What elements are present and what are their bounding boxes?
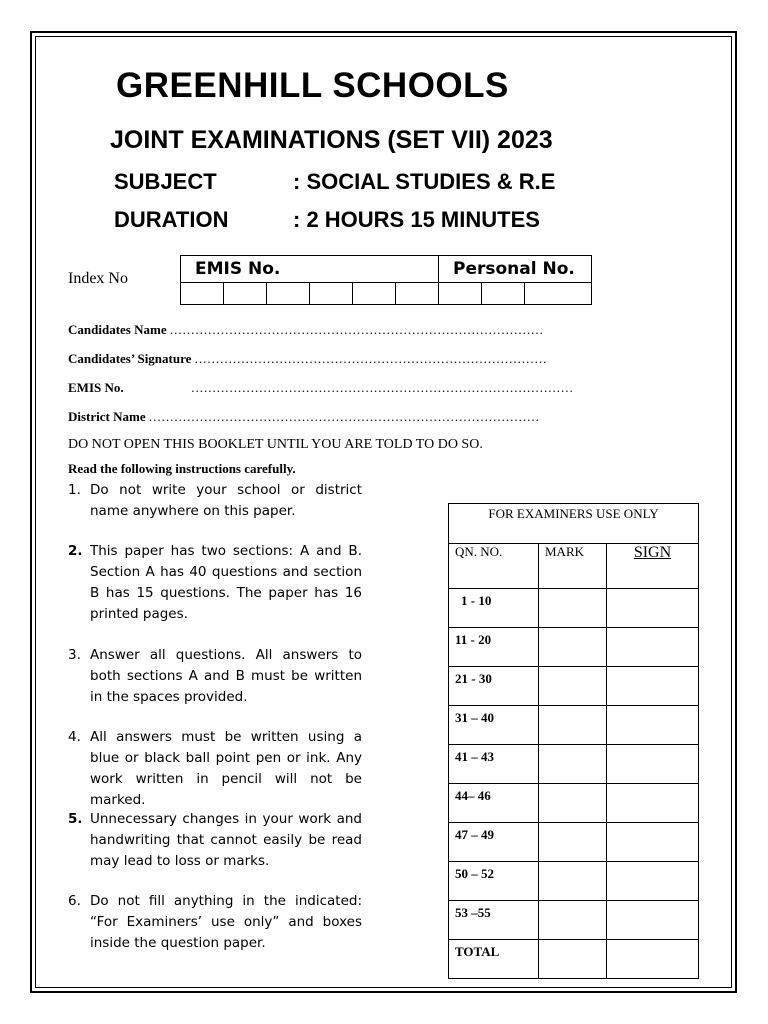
table-row-qn: 53 –55 [449, 901, 539, 940]
table-row-qn: 44– 46 [449, 784, 539, 823]
emis-digit-box[interactable] [310, 283, 353, 305]
sign-cell [607, 940, 699, 979]
mark-cell [539, 862, 607, 901]
sign-cell [607, 706, 699, 745]
district-name-label: District Name [68, 409, 146, 424]
examiners-table-caption: FOR EXAMINERS USE ONLY [449, 504, 699, 544]
instruction-number: 2. [68, 543, 83, 559]
personal-digit-box[interactable] [482, 283, 525, 305]
candidate-signature-label: Candidates’ Signature [68, 351, 192, 366]
index-no-label: Index No [68, 270, 128, 287]
candidate-name-line: ........................................................................................ [169, 322, 544, 337]
read-instructions-heading: Read the following instructions carefully. [68, 461, 296, 476]
emis-label: EMIS No. [68, 380, 124, 395]
instruction-2 [68, 541, 362, 625]
mark-cell [539, 628, 607, 667]
mark-cell [539, 901, 607, 940]
sign-cell [607, 628, 699, 667]
sign-cell [607, 823, 699, 862]
emis-digit-box[interactable] [224, 283, 267, 305]
instruction-text: Unnecessary changes in your work and handwriting that cannot easily be read may lead to loss or marks. [90, 811, 362, 869]
subject-label: SUBJECT [114, 169, 217, 194]
booklet-warning: DO NOT OPEN THIS BOOKLET UNTIL YOU ARE TOLD TO DO SO. [68, 437, 483, 452]
emis-digit-box[interactable] [353, 283, 396, 305]
sign-cell [607, 862, 699, 901]
instruction-text: Answer all questions. All answers to both sections A and B must be written in the spaces provided. [90, 647, 362, 705]
instruction-text: Do not fill anything in the indicated: “For Examiners’ use only” and boxes inside the question paper. [90, 893, 362, 951]
candidate-name-field[interactable] [68, 322, 544, 338]
personal-digit-box[interactable] [439, 283, 482, 305]
mark-cell [539, 667, 607, 706]
emis-header: EMIS No. [181, 256, 439, 283]
column-header-qn: QN. NO. [449, 544, 539, 589]
column-header-sign: SIGN [607, 544, 699, 589]
examiners-use-table [448, 503, 699, 979]
emis-digit-box[interactable] [181, 283, 224, 305]
sign-cell [607, 745, 699, 784]
emis-line: .......................................................................................... [191, 380, 574, 395]
instruction-6 [68, 891, 362, 954]
instruction-number: 6. [68, 893, 81, 909]
instruction-number: 1. [68, 482, 81, 498]
table-row-qn: 47 – 49 [449, 823, 539, 862]
personal-header: Personal No. [439, 256, 592, 283]
instruction-text: All answers must be written using a blue or black ball point pen or ink. Any work written in pencil will not be marked. [90, 729, 362, 808]
emis-field[interactable] [68, 380, 574, 396]
duration-label: DURATION [114, 207, 229, 232]
district-name-field[interactable] [68, 409, 540, 425]
exam-title: JOINT EXAMINATIONS (SET VII) 2023 [110, 126, 553, 154]
table-row-qn: 31 – 40 [449, 706, 539, 745]
table-row-qn: 41 – 43 [449, 745, 539, 784]
candidate-name-label: Candidates Name [68, 322, 167, 337]
sign-cell [607, 667, 699, 706]
sign-cell [607, 901, 699, 940]
column-header-mark: MARK [539, 544, 607, 589]
instruction-number: 4. [68, 729, 81, 745]
instruction-4 [68, 727, 362, 811]
school-name: GREENHILL SCHOOLS [116, 66, 509, 105]
district-name-line: ............................................................................................ [148, 409, 540, 424]
emis-digit-box[interactable] [396, 283, 439, 305]
table-row-qn: 50 – 52 [449, 862, 539, 901]
instruction-1 [68, 480, 362, 522]
instruction-number: 3. [68, 647, 81, 663]
table-row-qn: 1 - 10 [449, 589, 539, 628]
table-row-qn: TOTAL [449, 940, 539, 979]
instruction-3 [68, 645, 362, 708]
mark-cell [539, 823, 607, 862]
instruction-text: Do not write your school or district name anywhere on this paper. [90, 482, 362, 519]
mark-cell [539, 745, 607, 784]
mark-cell [539, 784, 607, 823]
candidate-signature-field[interactable] [68, 351, 547, 367]
mark-cell [539, 940, 607, 979]
personal-digit-box[interactable] [525, 283, 592, 305]
instruction-number: 5. [68, 811, 83, 827]
sign-cell [607, 589, 699, 628]
mark-cell [539, 589, 607, 628]
index-number-grid [180, 255, 592, 305]
instruction-5 [68, 809, 362, 872]
emis-digit-box[interactable] [267, 283, 310, 305]
subject-value: : SOCIAL STUDIES & R.E [293, 169, 556, 194]
table-row-qn: 21 - 30 [449, 667, 539, 706]
table-row-qn: 11 - 20 [449, 628, 539, 667]
duration-value: : 2 HOURS 15 MINUTES [293, 207, 540, 232]
mark-cell [539, 706, 607, 745]
instruction-text: This paper has two sections: A and B. Section A has 40 questions and section B has 15 questions. The paper has 16 printed pages. [90, 543, 362, 622]
candidate-signature-line: ................................................................................... [194, 351, 548, 366]
sign-cell [607, 784, 699, 823]
